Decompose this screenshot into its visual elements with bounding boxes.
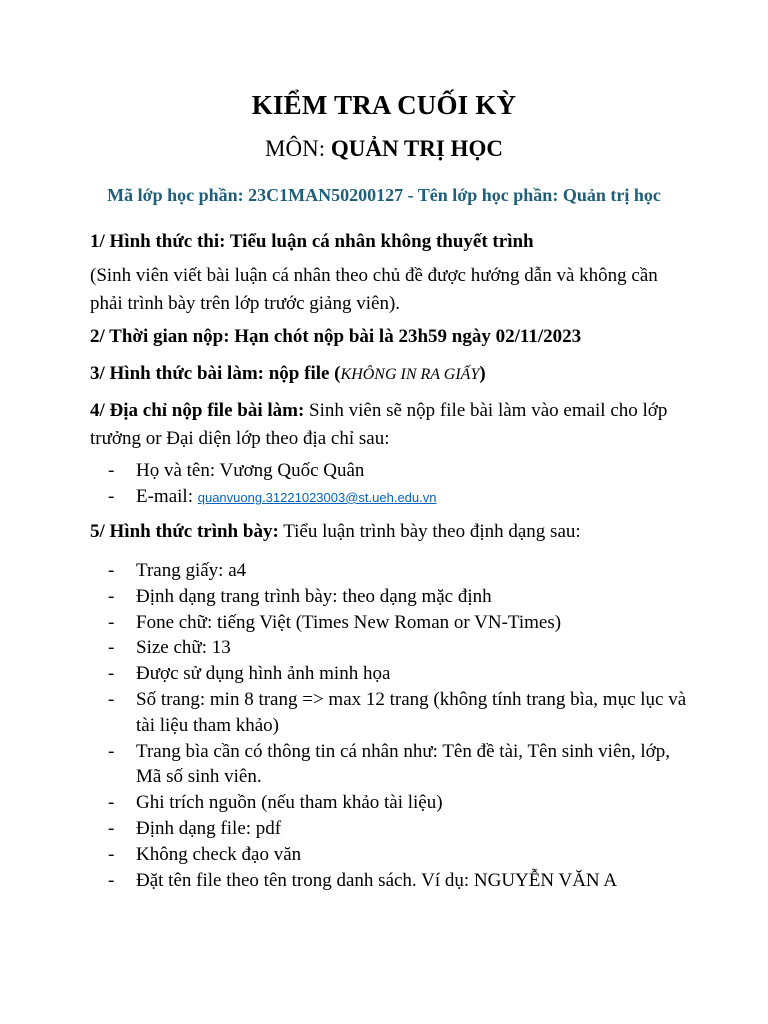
list-item	[108, 484, 688, 511]
list-item: - Định dạng trang trình bày: theo dạng mặc định	[108, 584, 688, 610]
list-item: - Ghi trích nguồn (nếu tham khảo tài liệu)	[108, 790, 688, 816]
section-5-text: Tiểu luận trình bày theo định dạng sau:	[283, 521, 581, 542]
email-label: E-mail:	[136, 485, 193, 507]
subject-name: QUẢN TRỊ HỌC	[330, 136, 503, 161]
section-2-heading-text: 2/ Thời gian nộp: Hạn chót nộp bài là 23h59 ngày 02/11/2023	[90, 326, 582, 347]
list-item: - Đặt tên file theo tên trong danh sách. Ví dụ: NGUYỄN VĂN A	[108, 868, 688, 894]
section-1-heading	[90, 228, 690, 256]
section-4-paragraph	[90, 397, 690, 453]
section-3-heading-text: 3/ Hình thức bài làm: nộp file (	[90, 363, 341, 384]
section-1-description: (Sinh viên viết bài luận cá nhân theo chủ đề được hướng dẫn và không cần phải trình bày trên lớp trước giảng viên).	[90, 265, 658, 314]
subject-line	[0, 136, 768, 162]
contact-list	[108, 458, 688, 511]
section-4-heading-text: 4/ Địa chỉ nộp file bài làm:	[90, 400, 305, 421]
list-item: - Định dạng file: pdf	[108, 816, 688, 842]
subject-prefix: MÔN:	[265, 136, 326, 161]
section-5-heading-text: 5/ Hình thức trình bày:	[90, 521, 279, 542]
email-link[interactable]: quanvuong.31221023003@st.ueh.edu.vn	[197, 489, 437, 505]
list-item: - Số trang: min 8 trang => max 12 trang (không tính trang bìa, mục lục và tài liệu tham khảo)	[108, 687, 688, 739]
list-item: - Trang giấy: a4	[108, 558, 688, 584]
section-5-heading	[90, 518, 690, 546]
section-3-note: KHÔNG IN RA GIẤY	[340, 366, 480, 383]
section-3-heading	[90, 360, 690, 389]
list-item: - Không check đạo văn	[108, 842, 688, 868]
document-title: KIỂM TRA CUỐI KỲ	[251, 90, 517, 120]
list-item: - Size chữ: 13	[108, 635, 688, 661]
section-4-text: Sinh viên sẽ nộp file bài làm vào email cho lớp trưởng or Đại diện lớp theo địa chỉ sau:	[90, 400, 668, 449]
section-3-close: )	[479, 363, 486, 384]
format-requirements-list	[108, 558, 688, 893]
list-item: - Được sử dụng hình ảnh minh họa	[108, 661, 688, 687]
contact-name: Họ và tên: Vương Quốc Quân	[136, 460, 365, 481]
list-item	[108, 458, 688, 484]
list-item: - Fone chữ: tiếng Việt (Times New Roman or VN-Times)	[108, 610, 688, 636]
section-2-heading	[90, 323, 690, 351]
course-info: Mã lớp học phần: 23C1MAN50200127 - Tên lớp học phần: Quản trị học	[107, 185, 661, 205]
section-1-heading-text: 1/ Hình thức thi: Tiểu luận cá nhân không thuyết trình	[90, 231, 534, 252]
list-item: - Trang bìa cần có thông tin cá nhân như: Tên đề tài, Tên sinh viên, lớp, Mã số sinh viên.	[108, 739, 688, 791]
